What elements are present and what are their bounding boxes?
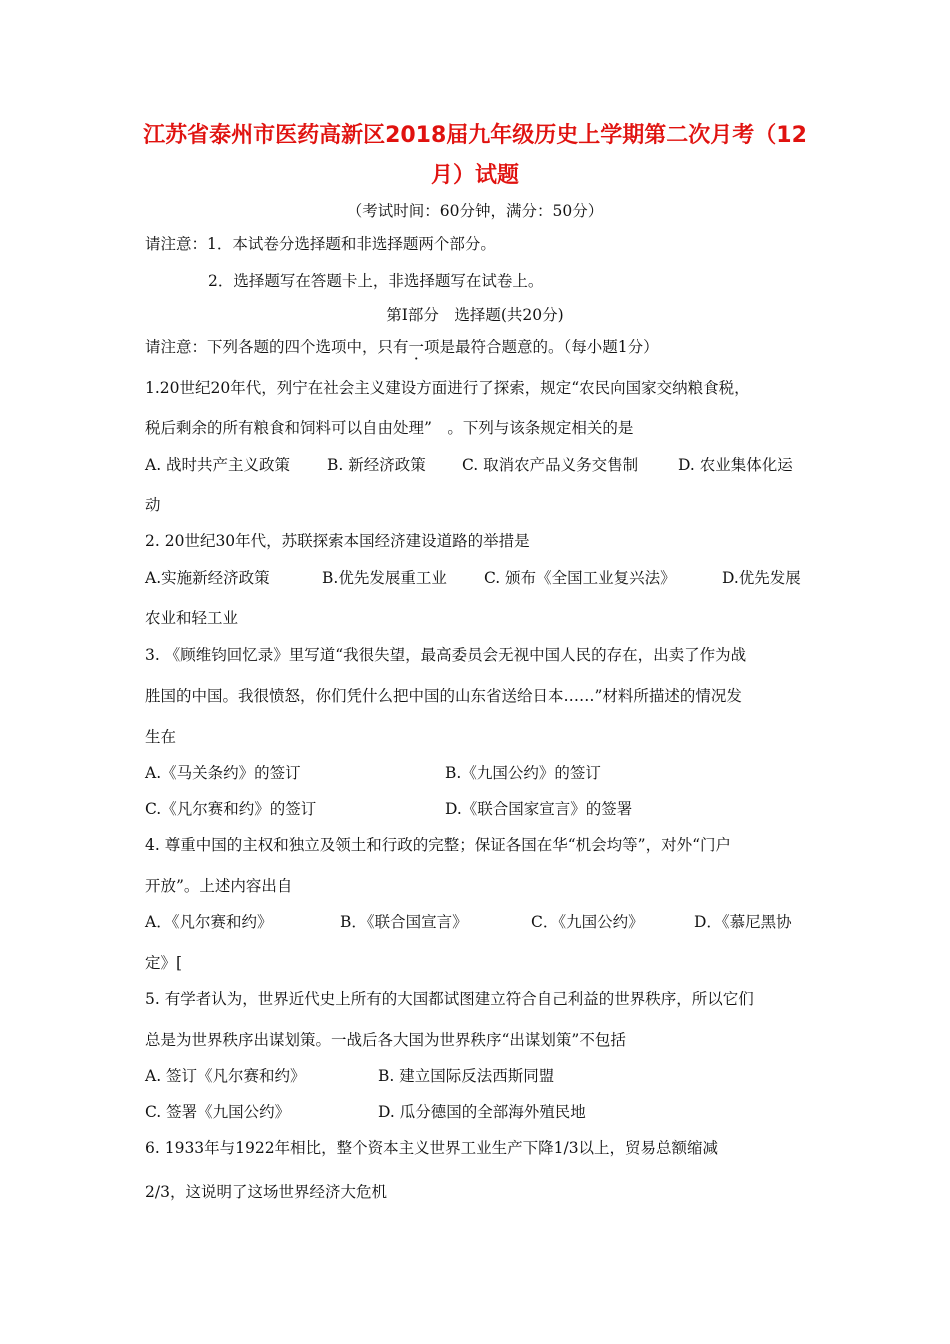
q4-option-a: A．《凡尔赛和约》 [145, 913, 273, 931]
q4-line2: 开放”。上述内容出自 [145, 877, 293, 895]
q5-option-a: A. 签订《凡尔赛和约》 [145, 1067, 306, 1085]
note-2: 2．选择题写在答题卡上，非选择题写在试卷上。 [208, 272, 544, 290]
q3-line2: 胜国的中国。我很愤怒，你们凭什么把中国的山东省送给日本……”材料所描述的情况发 [145, 687, 742, 705]
exam-title-line2: 月）试题 [430, 163, 519, 188]
q1-option-d: D. 农业集体化运 [678, 456, 793, 474]
q5-line1: 5. 有学者认为，世界近代史上所有的大国都试图建立符合自己利益的世界秩序，所以它们 [145, 990, 754, 1008]
q1-line2: 税后剩余的所有粮食和饲料可以自由处理” 。下列与该条规定相关的是 [145, 419, 634, 437]
note-1: 请注意：1．本试卷分选择题和非选择题两个部分。 [145, 235, 496, 253]
q4-option-b: B．《联合国宣言》 [340, 913, 468, 931]
q2-option-d: D.优先发展 [722, 569, 801, 587]
part1-note-text-a: 请注意：下列各题的四个选项中，只有 [145, 338, 409, 356]
q1-option-c: C. 取消农产品义务交售制 [462, 456, 639, 474]
q1-option-b: B. 新经济政策 [327, 456, 426, 474]
q1-line1: 1.20世纪20年代，列宁在社会主义建设方面进行了探索，规定“农民向国家交纳粮食税， [145, 379, 750, 397]
q5-line2: 总是为世界秩序出谋划策。一战后各大国为世界秩序“出谋划策”不包括 [145, 1031, 626, 1049]
q2-option-b: B.优先发展重工业 [322, 569, 447, 587]
q4-option-d: D．《慕尼黑协 [694, 913, 792, 931]
q4-option-c: C．《九国公约》 [531, 913, 644, 931]
q3-line1: 3. 《顾维钧回忆录》里写道“我很失望，最高委员会无视中国人民的存在，出卖了作为战 [145, 646, 747, 664]
q5-option-c: C. 签署《九国公约》 [145, 1103, 291, 1121]
q1-option-a: A. 战时共产主义政策 [145, 456, 291, 474]
q3-option-c: C.《凡尔赛和约》的签订 [145, 800, 317, 818]
q3-option-d: D.《联合国家宣言》的签署 [445, 800, 633, 818]
part1-note [145, 336, 659, 358]
part1-note-emphasis: 一 [408, 338, 425, 356]
q3-option-a: A.《马关条约》的签订 [145, 764, 301, 782]
q4-option-d-cont: 定》[ [145, 954, 183, 972]
part1-note-text-b: 项是最符合题意的。（每小题1分） [424, 338, 659, 356]
part1-heading: 第Ⅰ部分 选择题(共20分) [386, 306, 564, 324]
exam-title-line1: 江苏省泰州市医药高新区2018届九年级历史上学期第二次月考（12 [143, 123, 807, 148]
q2-option-c: C. 颁布《全国工业复兴法》 [484, 569, 676, 587]
q2-option-d-cont: 农业和轻工业 [145, 609, 239, 627]
q6-line2: 2/3，这说明了这场世界经济大危机 [145, 1183, 387, 1201]
q2-line1: 2. 20世纪30年代，苏联探索本国经济建设道路的举措是 [145, 532, 530, 550]
exam-info: （考试时间：60分钟，满分：50分） [346, 202, 604, 220]
q5-option-b: B. 建立国际反法西斯同盟 [378, 1067, 555, 1085]
q3-line3: 生在 [145, 728, 177, 746]
q4-line1: 4. 尊重中国的主权和独立及领土和行政的完整；保证各国在华“机会均等”，对外“门户 [145, 836, 731, 854]
q6-line1: 6. 1933年与1922年相比，整个资本主义世界工业生产下降1/3以上，贸易总额缩减 [145, 1139, 719, 1157]
q5-option-d: D. 瓜分德国的全部海外殖民地 [378, 1103, 586, 1121]
q3-option-b: B.《九国公约》的签订 [445, 764, 601, 782]
q2-option-a: A.实施新经济政策 [145, 569, 270, 587]
q1-option-d-cont: 动 [145, 496, 161, 514]
